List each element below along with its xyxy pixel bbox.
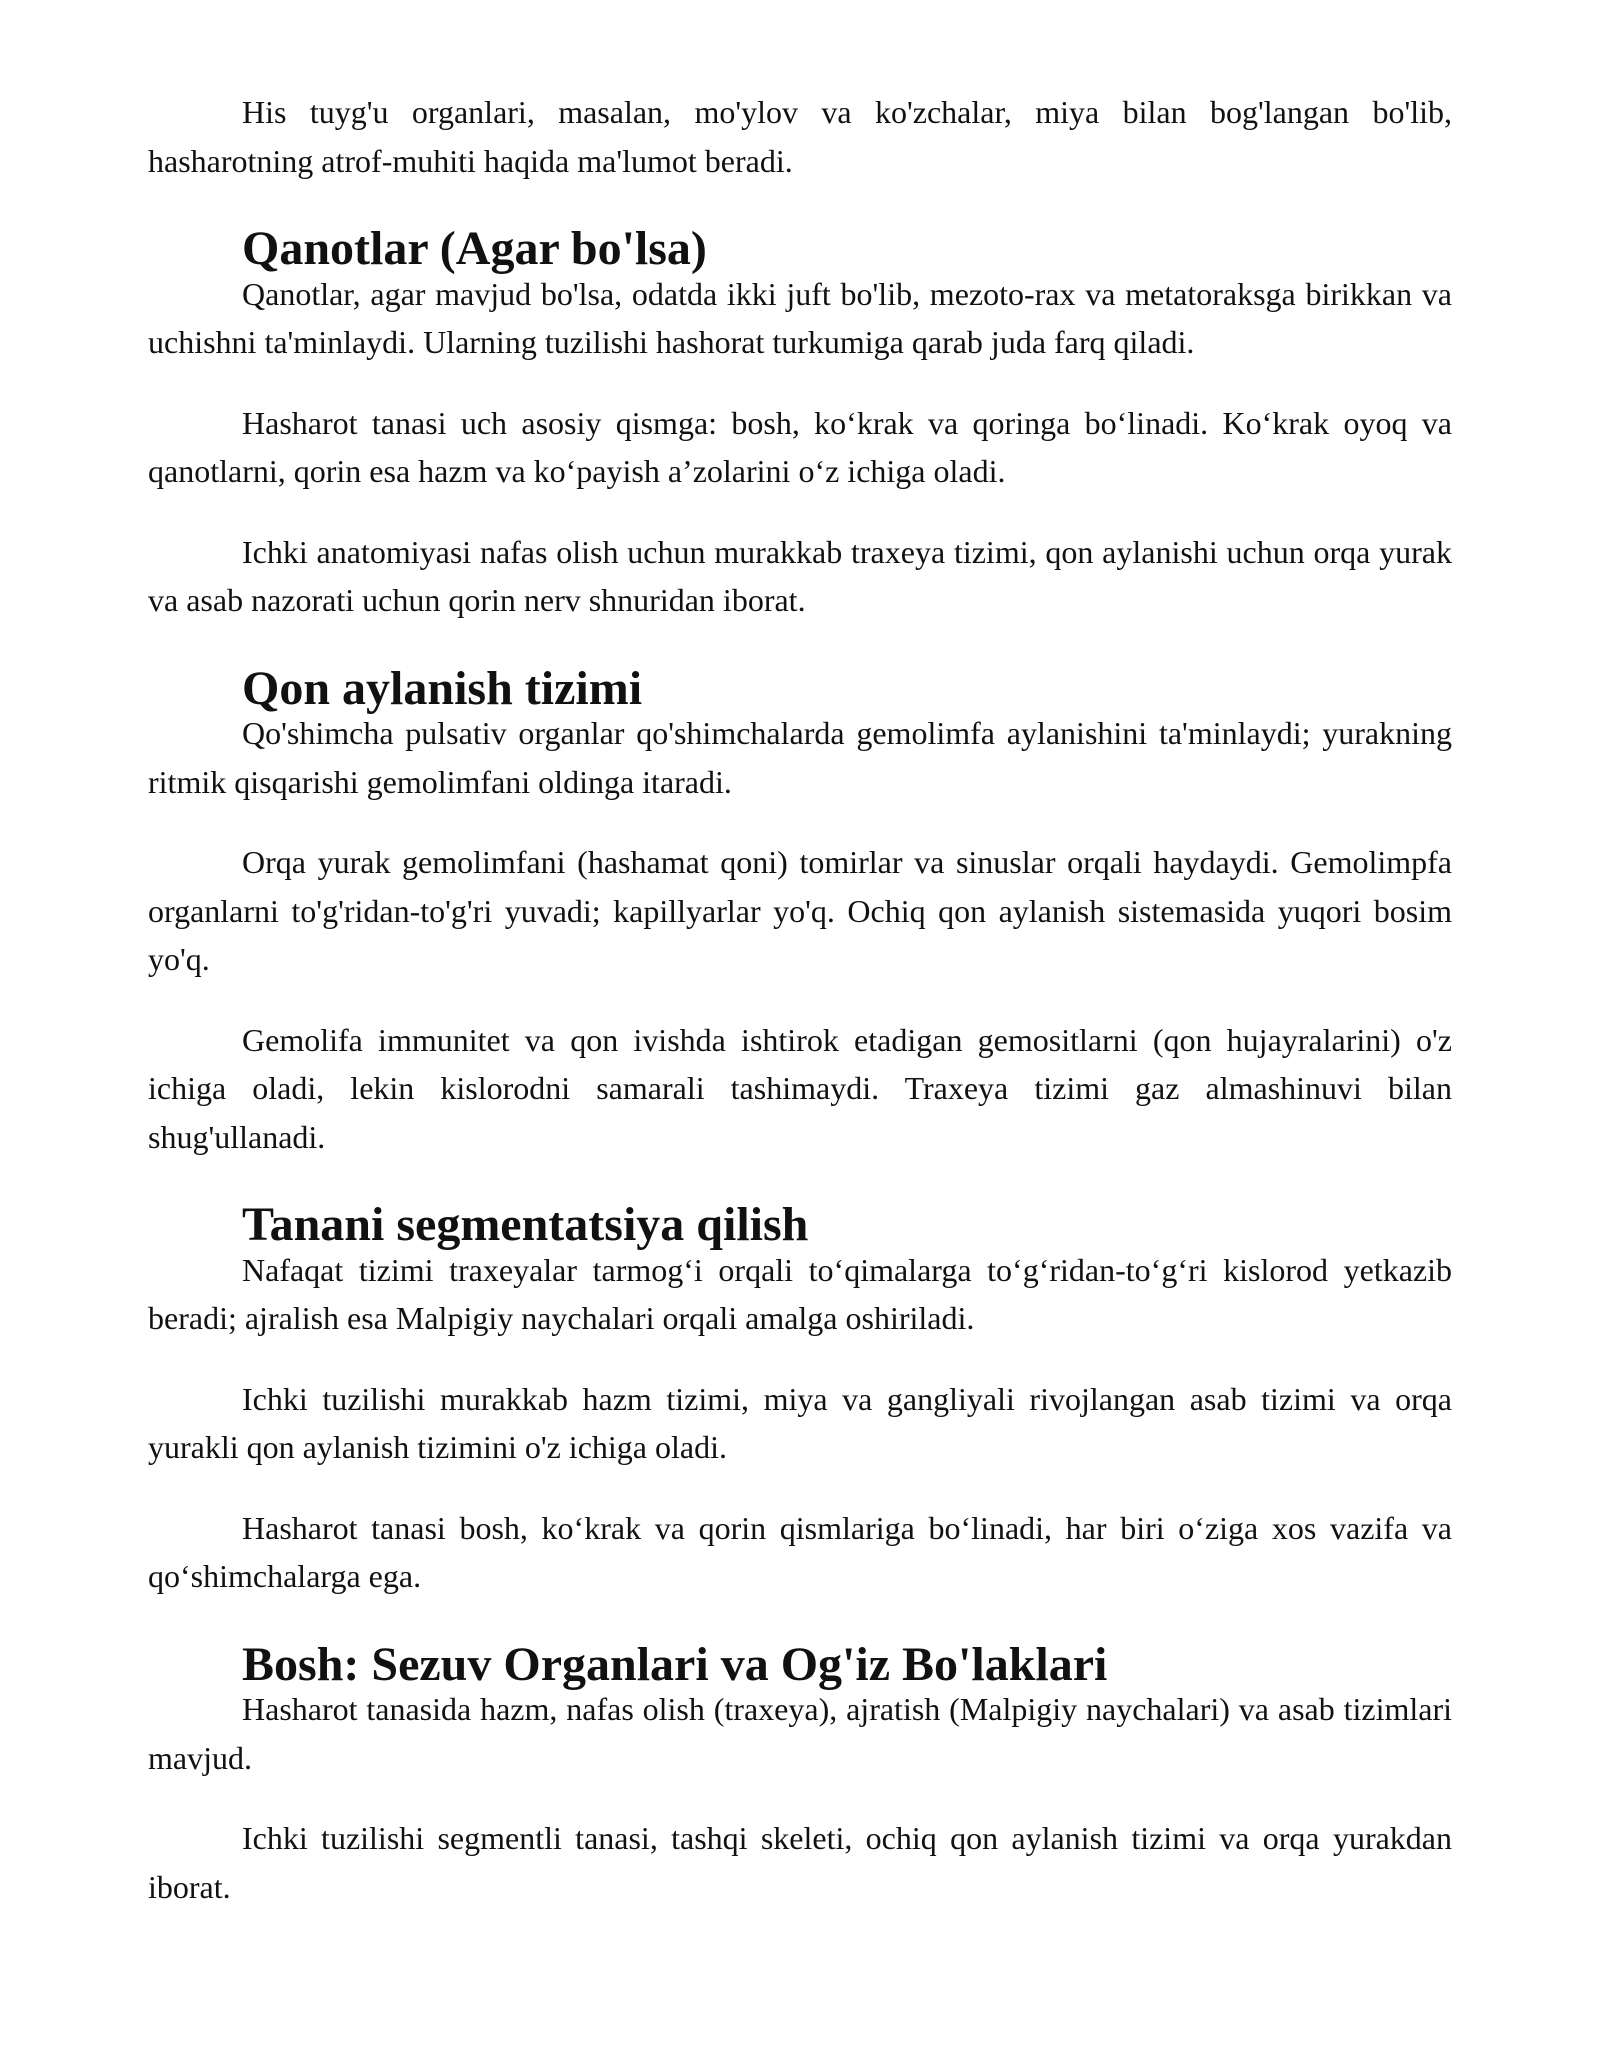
paragraph-segmented-body: Ichki tuzilishi segmentli tanasi, tashqi skeleti, ochiq qon aylanish tizimi va orqa yurakdan iborat. — [148, 1820, 1452, 1905]
paragraph-internal-anatomy: Ichki anatomiyasi nafas olish uchun murakkab traxeya tizimi, qon aylanishi uchun orqa yurak va asab nazorati uchun qorin nerv shnuridan iborat. — [148, 533, 1452, 618]
paragraph-pulsatile-organs: Qo'shimcha pulsativ organlar qo'shimchalarda gemolimfa aylanishini ta'minlaydi; yurakning ritmik qisqarishi gemolimfani oldinga itaradi. — [148, 715, 1452, 800]
heading-wings: Qanotlar (Agar bo'lsa) — [242, 222, 707, 275]
paragraph-sensory-organs: His tuyg'u organlari, masalan, mo'ylov va ko'zchalar, miya bilan bog'langan bo'lib, hasharotning atrof-muhiti haqida ma'lumot beradi. — [148, 94, 1452, 179]
paragraph-body-parts: Hasharot tanasi uch asosiy qismga: bosh, ko‘krak va qoringa bo‘linadi. Ko‘krak oyoq va qanotlarni, qorin esa hazm va ko‘payish a’zolarini o‘z ichiga oladi. — [148, 404, 1452, 489]
paragraph-tracheal-network: Nafaqat tizimi traxeyalar tarmog‘i orqali to‘qimalarga to‘g‘ridan-to‘g‘ri kislorod yetkazib beradi; ajralish esa Malpigiy naychalari orqali amalga oshiriladi. — [148, 1251, 1452, 1336]
heading-body-segmentation: Tanani segmentatsiya qilish — [242, 1198, 809, 1251]
heading-circulatory-system: Qon aylanish tizimi — [242, 661, 643, 715]
heading-head-sensory-mouthparts: Bosh: Sezuv Organlari va Og'iz Bo'laklari — [242, 1637, 1108, 1691]
paragraph-hemolymph: Gemolifa immunitet va qon ivishda ishtirok etadigan gemositlarni (qon hujayralarini) o'z ichiga oladi, lekin kislorodni samarali tashimaydi. Traxeya tizimi gaz almashinuvi bilan shug'ullanadi. — [148, 1021, 1452, 1155]
paragraph-dorsal-heart: Orqa yurak gemolimfani (hashamat qoni) tomirlar va sinuslar orqali haydaydi. Gemolimpfa organlarni to'g'ridan-to'g'ri yuvadi; kapillyarlar yo'q. Ochiq qon aylanish sistemasida yuqori bosim yo'q. — [148, 844, 1452, 977]
paragraph-body-divisions: Hasharot tanasi bosh, ko‘krak va qorin qismlariga bo‘linadi, har biri o‘ziga xos vazifa va qo‘shimchalarga ega. — [148, 1509, 1452, 1594]
paragraph-internal-structure: Ichki tuzilishi murakkab hazm tizimi, miya va gangliyali rivojlangan asab tizimi va orqa yurakli qon aylanish tizimini o'z ichiga oladi. — [148, 1380, 1452, 1465]
document-page — [148, 88, 1452, 1911]
paragraph-body-systems: Hasharot tanasida hazm, nafas olish (traxeya), ajratish (Malpigiy naychalari) va asab tizimlari mavjud. — [148, 1691, 1452, 1776]
paragraph-wings: Qanotlar, agar mavjud bo'lsa, odatda ikki juft bo'lib, mezoto-rax va metatoraksga birikkan va uchishni ta'minlaydi. Ularning tuzilishi hashorat turkumiga qarab juda farq qiladi. — [148, 275, 1452, 360]
